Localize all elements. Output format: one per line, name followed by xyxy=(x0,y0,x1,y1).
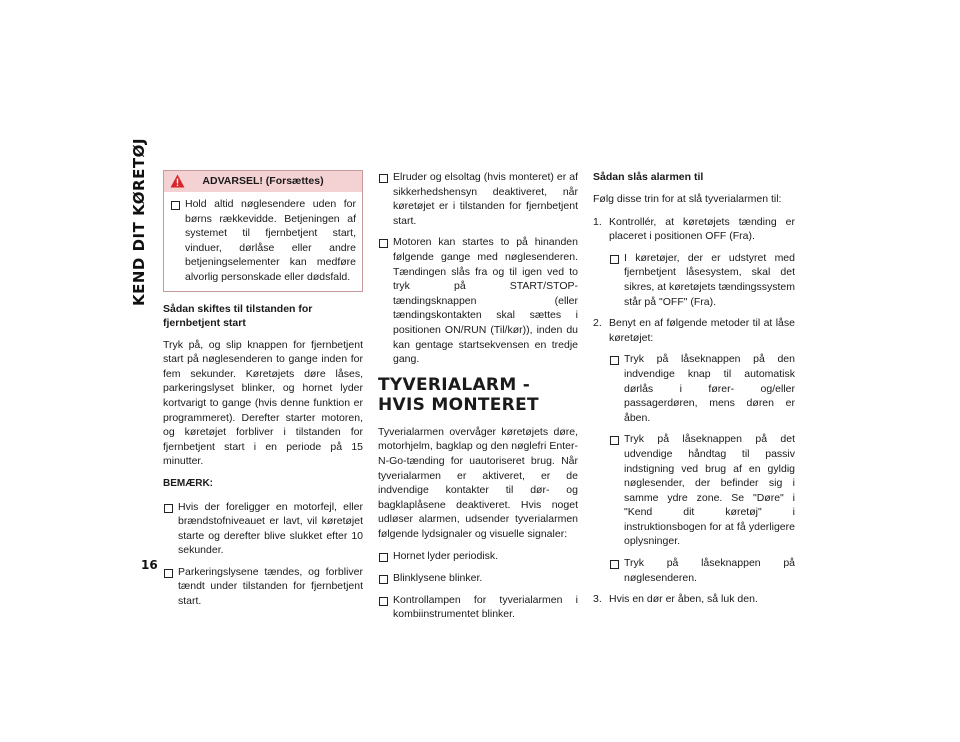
warning-triangle-icon xyxy=(170,174,185,188)
checkbox-bullet-icon xyxy=(379,597,388,606)
section-title-text: KEND DIT KØRETØJ xyxy=(130,138,148,306)
signal-bullet: Kontrollampen for tyverialarmen i kombiinstrumentet blinker. xyxy=(378,593,578,622)
column-2 xyxy=(378,170,578,629)
arm-alarm-intro: Følg disse trin for at slå tyverialarmen til: xyxy=(593,193,782,205)
signal-bullet: Blinklysene blinker. xyxy=(378,571,578,586)
step-1-bullet: I køretøjer, der er udstyret med fjernbetjent låsesystem, skal det sikres, at køretøjets tændingssystem står på "OFF" (Fra). xyxy=(609,251,795,309)
list-item: Elruder og elsoltag (hvis monteret) er af sikkerhedshensyn deaktiveret, når køretøjet er i tilstanden for fjernbetjent start. xyxy=(378,170,578,228)
step-2-bullet: Tryk på låseknappen på nøglesenderen. xyxy=(609,556,795,585)
theft-alarm-heading: TYVERIALARM - HVIS MONTERET xyxy=(378,374,539,415)
remote-start-paragraph: Tryk på, og slip knappen for fjernbetjent start på nøglesenderen to gange inden for fem sekunder. Køretøjets døre låses, parkeringslyset blinker, og hornet lyder kortvarigt to gange (hvis denne funktion er programmeret). Derefter starter motoren, og køretøjet forbliver i tilstanden for fjernbetjent start i en periode på 15 minutter. xyxy=(163,338,363,468)
checkbox-bullet-icon xyxy=(171,201,180,210)
section-title xyxy=(128,138,158,310)
column-3 xyxy=(593,170,795,614)
note-label: BEMÆRK: xyxy=(163,477,213,489)
note-bullet: Parkeringslysene tændes, og forbliver tændt under tilstanden for fjernbetjent start. xyxy=(163,565,363,609)
warning-box xyxy=(163,170,363,292)
list-item: Motoren kan startes to på hinanden følgende gange med nøglesenderen. Tændingen slås fra og til igen ved to tryk på START/STOP-tændingsknappen (eller tændingskontakten skal sættes i positionen ON/RUN (Til/kør)), inden du kan gentage startsekvensen en tredje gang. xyxy=(378,235,578,366)
step-3: 3. Hvis en dør er åben, så luk den. xyxy=(593,593,758,606)
step-1: 1. Kontrollér, at køretøjets tænding er placeret i positionen OFF (Fra). xyxy=(593,215,795,243)
checkbox-bullet-icon xyxy=(379,553,388,562)
theft-alarm-paragraph: Tyverialarmen overvåger køretøjets døre, motorhjelm, bagklap og den nøglefri Enter-N-Go-tænding for uautoriseret brug. Når tyverialarmen er aktiveret, er de indvendige kontakter til dør- og bagklaplåsene deaktiveret. Hvis noget udløser alarmen, udsender tyverialarmen følgende lydsignaler og visuelle signaler: xyxy=(378,425,578,540)
checkbox-bullet-icon xyxy=(164,569,173,578)
step-2-bullet: Tryk på låseknappen på det udvendige håndtag til passiv indstigning ved brug af en gyldig nøglesender, der befinder sig i samme ydre zone. Se "Døre" i "Kend dit køretøj" i instruktionsbogen for at få yderligere oplysninger. xyxy=(609,432,795,549)
checkbox-bullet-icon xyxy=(610,436,619,445)
checkbox-bullet-icon xyxy=(379,174,388,183)
checkbox-bullet-icon xyxy=(610,356,619,365)
signal-bullet: Hornet lyder periodisk. xyxy=(378,549,578,564)
checkbox-bullet-icon xyxy=(610,255,619,264)
checkbox-bullet-icon xyxy=(610,560,619,569)
remote-start-heading: Sådan skiftes til tilstanden for fjernbetjent start xyxy=(163,302,313,329)
warning-header xyxy=(164,171,362,192)
arm-alarm-heading: Sådan slås alarmen til xyxy=(593,171,704,183)
step-2-bullet: Tryk på låseknappen på den indvendige knap til automatisk dørlås i fører- og/eller passagerdøren, mens døren er åben. xyxy=(609,352,795,425)
checkbox-bullet-icon xyxy=(379,575,388,584)
warning-title: ADVARSEL! (Forsættes) xyxy=(202,175,324,188)
page-number: 16 xyxy=(141,558,158,572)
warning-body xyxy=(164,192,362,291)
column-1 xyxy=(163,170,363,616)
checkbox-bullet-icon xyxy=(164,504,173,513)
note-bullet: Hvis der foreligger en motorfejl, eller brændstofniveauet er lavt, vil køretøjet starte og derefter blive slukket efter 10 sekunder. xyxy=(163,500,363,558)
step-2: 2. Benyt en af følgende metoder til at låse køretøjet: xyxy=(593,317,795,344)
warning-bullet: Hold altid nøglesendere uden for børns rækkevidde. Betjeningen af systemet til fjernbetjent start, vinduer, dørlåse eller andre betjeningselementer kan medføre alvorlig personskade eller dødsfald. xyxy=(170,197,356,285)
checkbox-bullet-icon xyxy=(379,239,388,248)
